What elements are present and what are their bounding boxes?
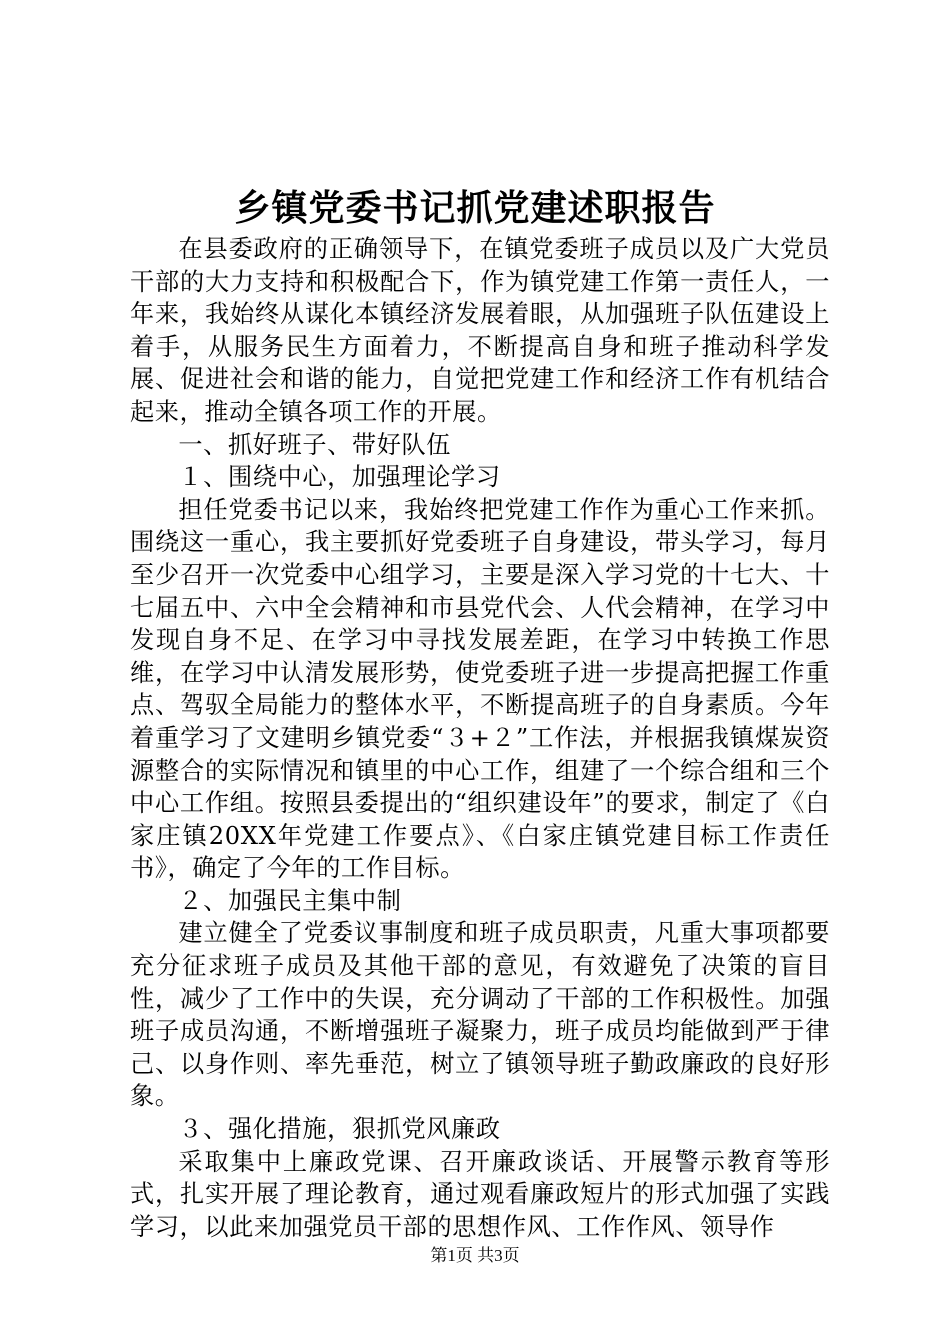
paragraph-theory-study: 担任党委书记以来，我始终把党建工作作为重心工作来抓。围绕这一重心，我主要抓好党委班子自身建设，带头学习，每月至少召开一次党委中心组学习，主要是深入学习党的十七大、十七届五中、六中全会精神和市县党代会、人代会精神，在学习中发现自身不足、在学习中寻找发展差距，在学习中转换工作思维，在学习中认清发展形势，使党委班子进一步提高把握工作重点、驾驭全局能力的整体水平，不断提高班子的自身素质。今年着重学习了文建明乡镇党委“３+２”工作法，并根据我镇煤炭资源整合的实际情况和镇里的中心工作，组建了一个综合组和三个中心工作组。按照县委提出的“组织建设年”的要求，制定了《白家庄镇20XX年党建工作要点》、《白家庄镇党建目标工作责任书》，确定了今年的工作目标。 [130, 495, 830, 883]
document-title: 乡镇党委书记抓党建述职报告 [234, 187, 716, 229]
section-heading-1: 一、抓好班子、带好队伍 [178, 430, 452, 459]
subsection-heading-1: １、围绕中心，加强理论学习 [178, 463, 501, 492]
page-footer: 第1页 共3页 [430, 1246, 520, 1265]
paragraph-democratic-centralism: 建立健全了党委议事制度和班子成员职责，凡重大事项都要充分征求班子成员及其他干部的意见，有效避免了决策的盲目性，减少了工作中的失误，充分调动了干部的工作积极性。加强班子成员沟通，不断增强班子凝聚力，班子成员均能做到严于律己、以身作则、率先垂范，树立了镇领导班子勤政廉政的良好形象。 [130, 919, 830, 1111]
subsection-heading-3: ３、强化措施，狠抓党风廉政 [178, 1115, 501, 1144]
paragraph-intro: 在县委政府的正确领导下，在镇党委班子成员以及广大党员干部的大力支持和积极配合下，作为镇党建工作第一责任人，一年来，我始终从谋化本镇经济发展着眼，从加强班子队伍建设上着手，从服务民生方面着力，不断提高自身和班子推动科学发展、促进社会和谐的能力，自觉把党建工作和经济工作有机结合起来，推动全镇各项工作的开展。 [130, 235, 830, 426]
document-body [130, 233, 830, 1243]
subsection-heading-2: ２、加强民主集中制 [178, 886, 402, 915]
paragraph-integrity: 采取集中上廉政党课、召开廉政谈话、开展警示教育等形式，扎实开展了理论教育，通过观看廉政短片的形式加强了实践学习，以此来加强党员干部的思想作风、工作作风、领导作 [130, 1147, 830, 1241]
